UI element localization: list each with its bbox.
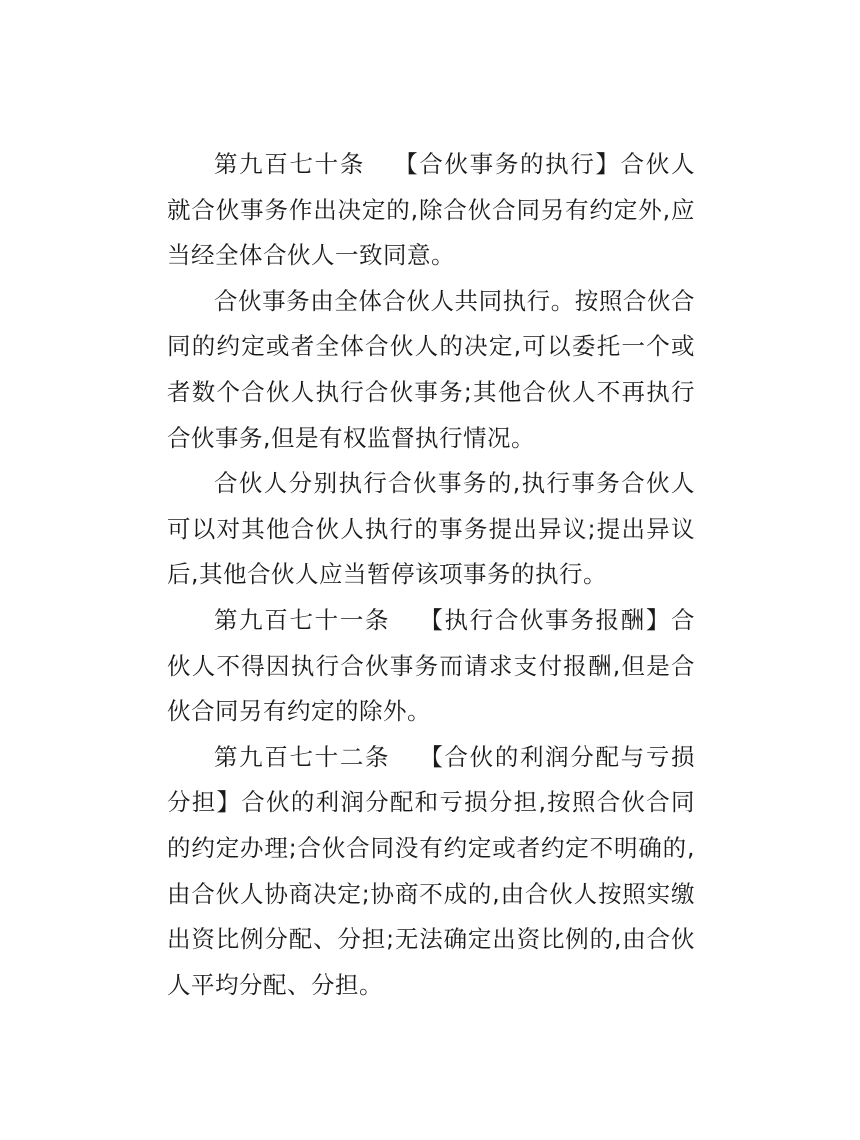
article-number: 第九百七十二条	[214, 742, 391, 771]
paragraph-article-970-clause-3	[167, 461, 695, 598]
article-number: 第九百七十一条	[214, 605, 391, 634]
paragraph-article-970	[167, 142, 695, 279]
paragraph-body: 合伙人分别执行合伙事务的,执行事务合伙人可以对其他合伙人执行的事务提出异议;提出异议后,其他合伙人应当暂停该项事务的执行。	[167, 469, 695, 589]
paragraph-body: 合伙事务由全体合伙人共同执行。按照合伙合同的约定或者全体合伙人的决定,可以委托一个或者数个合伙人执行合伙事务;其他合伙人不再执行合伙事务,但是有权监督执行情况。	[167, 286, 695, 452]
paragraph-article-971	[167, 598, 695, 735]
article-heading: 【执行合伙事务报酬】	[418, 605, 672, 634]
article-heading: 【合伙的利润分配与亏损分担】	[167, 742, 696, 817]
article-body: 合伙人就合伙事务作出决定的,除合伙合同另有约定外,应当经全体合伙人一致同意。	[167, 150, 696, 270]
article-number: 第九百七十条	[214, 150, 365, 178]
article-heading: 【合伙事务的执行】	[393, 150, 621, 178]
document-page	[167, 142, 695, 1008]
article-body: 合伙人不得因执行合伙事务而请求支付报酬,但是合伙合同另有约定的除外。	[167, 605, 696, 726]
paragraph-article-970-clause-2	[167, 279, 695, 461]
article-body: 合伙的利润分配和亏损分担,按照合伙合同的约定办理;合伙合同没有约定或者约定不明确的,由合伙人协商决定;协商不成的,由合伙人按照实缴出资比例分配、分担;无法确定出资比例的,由合伙人平均分配、分担。	[167, 788, 695, 999]
paragraph-article-972	[167, 735, 695, 1009]
